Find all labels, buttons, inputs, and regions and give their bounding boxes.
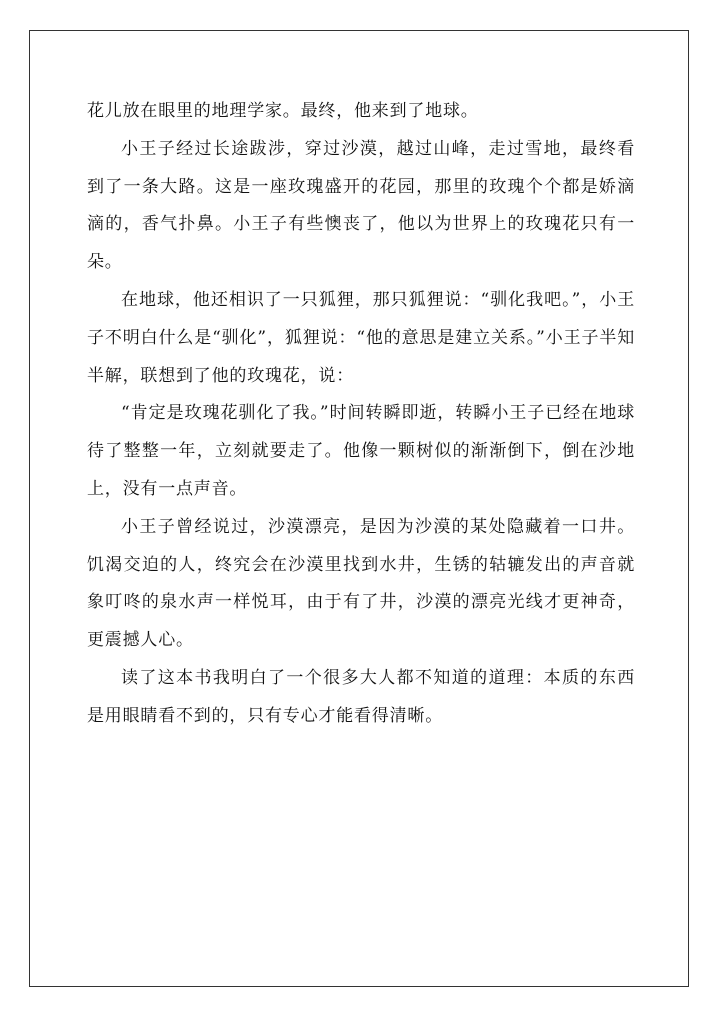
paragraph-4: “肯定是玫瑰花驯化了我。”时间转瞬即逝，转瞬小王子已经在地球待了整整一年，立刻就要走了。他像一颗树似的渐渐倒下，倒在沙地上，没有一点声音。	[87, 403, 635, 499]
paragraph-2: 小王子经过长途跋涉，穿过沙漠，越过山峰，走过雪地，最终看到了一条大路。这是一座玫瑰盛开的花园，那里的玫瑰个个都是娇滴滴的，香气扑鼻。小王子有些懊丧了，他以为世界上的玫瑰花只有一朵。	[87, 138, 635, 273]
document-body	[87, 93, 635, 736]
paragraph-3: 在地球，他还相识了一只狐狸，那只狐狸说：“驯化我吧。”，小王子不明白什么是“驯化”，狐狸说：“他的意思是建立关系。”小王子半知半解，联想到了他的玫瑰花，说：	[87, 289, 635, 386]
paragraph-5: 小王子曾经说过，沙漠漂亮，是因为沙漠的某处隐藏着一口井。饥渴交迫的人，终究会在沙漠里找到水井，生锈的轱辘发出的声音就象叮咚的泉水声一样悦耳，由于有了井，沙漠的漂亮光线才更神奇，更震撼人心。	[87, 516, 635, 651]
paragraph-6: 读了这本书我明白了一个很多大人都不知道的道理：本质的东西是用眼睛看不到的，只有专心才能看得清晰。	[87, 667, 635, 726]
paragraph-1: 花儿放在眼里的地理学家。最终，他来到了地球。	[87, 101, 479, 121]
